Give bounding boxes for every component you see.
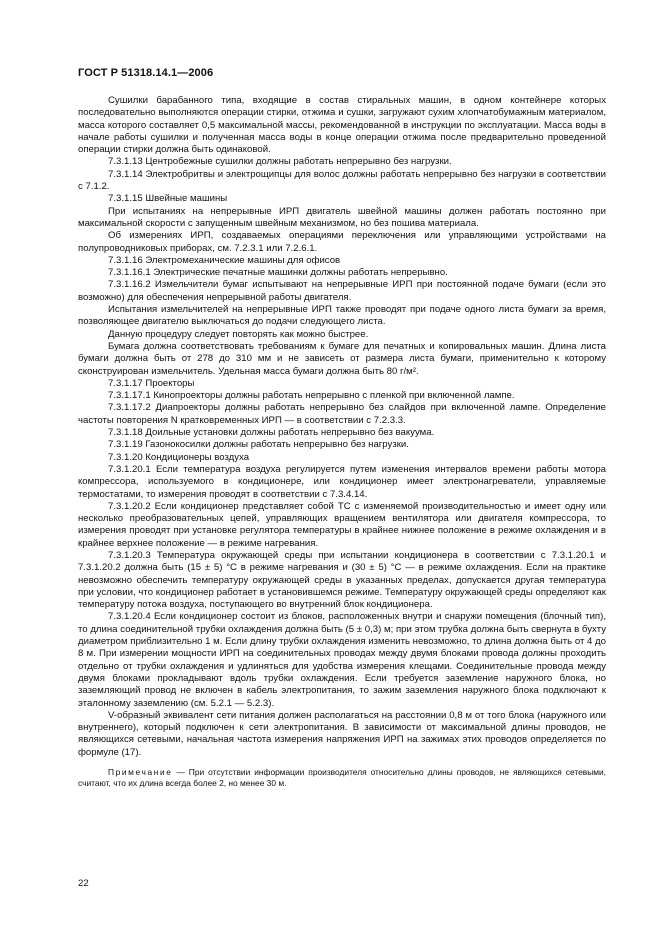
heading-7-3-1-15: 7.3.1.15 Швейные машины — [108, 193, 228, 205]
heading-7-3-1-20: 7.3.1.20 Кондиционеры воздуха — [108, 451, 250, 463]
page-number: 22 — [78, 878, 89, 889]
paragraph-sewing-test: При испытаниях на непрерывные ИРП двигатель швейной машины должен работать постоянно при максимальной скорости с запущенным швейным механизмом, но без пошива материала. — [78, 205, 606, 229]
document-header: ГОСТ Р 51318.14.1—2006 — [78, 67, 214, 79]
paragraph-7-3-1-17-2: 7.3.1.17.2 Диапроекторы должны работать непрерывно без слайдов при включенной лампе. Определение частоты повторения N кратковременных ИРП — в соответствии с 7.2.3.3. — [78, 402, 606, 426]
paragraph-7-3-1-20-2: 7.3.1.20.2 Если кондиционер представляет собой ТС с изменяемой производительностью и имеет одну или несколько преобразовательных цепей, управляющих вращением вентилятора или двигателя компрессора, то измерения проводят при установке регулятора температуры в крайнее нижнее положение в режиме охлаждения и в крайнее верхнее положение — в режиме нагревания. — [78, 500, 606, 549]
paragraph-7-3-1-19: 7.3.1.19 Газонокосилки должны работать непрерывно без нагрузки. — [108, 439, 409, 451]
paragraph-7-3-1-14: 7.3.1.14 Электробритвы и электрощипцы для волос должны работать непрерывно без нагрузки в соответствии с 7.1.2. — [78, 168, 606, 193]
note-paragraph — [78, 767, 606, 789]
paragraph-7-3-1-16-2: 7.3.1.16.2 Измельчители бумаг испытывают на непрерывные ИРП при постоянной подаче бумаги (если это возможно) для обеспечения непрерывной работы двигателя. — [78, 279, 606, 303]
paragraph-paper-requirements: Бумага должна соответствовать требованиям к бумаге для печатных и копировальных машин. Длина листа бумаги должна быть от 278 до 310 мм и не зависеть от размера листа бумаги, применительно к которому сконструирован измельчитель. Удельная масса бумаги должна быть 80 г/м². — [78, 340, 606, 377]
paragraph-7-3-1-20-1: 7.3.1.20.1 Если температура воздуха регулируется путем изменения интервалов времени работы мотора компрессора, используемого в кондиционере, или кондиционер имеет электронагреватели, управляемые термостатами, то измерения проводят в соответствии с 7.3.4.14. — [78, 463, 606, 500]
paragraph-drum-dryers: Сушилки барабанного типа, входящие в состав стиральных машин, в одном контейнере которых последовательно выполняются операции стирки, отжима и сушки, загружают сухим хлопчатобумажным материалом, масса которого составляет 0,5 максимальной массы, рекомендованной в инструкции по эксплуатации. Масса воды в начале работы сушилки и полученная масса воды в конце операции отжима после предварительно проведенной операции стирки должна быть одинаковой. — [78, 95, 606, 156]
paragraph-7-3-1-18: 7.3.1.18 Доильные установки должны работать непрерывно без вакуума. — [108, 427, 435, 439]
paragraph-shredder-single-sheet: Испытания измельчителей на непрерывные ИРП также проводят при подаче одного листа бумаги за время, позволяющее двигателю выключаться до подачи следующего листа. — [78, 304, 606, 328]
paragraph-7-3-1-20-3: 7.3.1.20.3 Температура окружающей среды при испытании кондиционера в соответствии с 7.3.1.20.1 и 7.3.1.20.2 должна быть (15 ± 5) °С в режиме нагревания и (30 ± 5) °С — в режиме охлаждения. Если на практике невозможно обеспечить температуру окружающей среды в указанных пределах, допускается другая температура при условии, что кондиционер работает в установившемся режиме. Температуру окружающей среды определяют как температуру потока воздуха, поступающего во внутренний блок кондиционера. — [78, 549, 606, 611]
paragraph-7-3-1-17-1: 7.3.1.17.1 Кинопроекторы должны работать непрерывно с пленкой при включенной лампе. — [108, 390, 515, 402]
heading-7-3-1-16: 7.3.1.16 Электромеханические машины для офисов — [108, 254, 341, 266]
paragraph-7-3-1-13: 7.3.1.13 Центробежные сушилки должны работать непрерывно без нагрузки. — [108, 156, 452, 168]
note-label: Примечание — [108, 767, 173, 778]
paragraph-7-3-1-20-4: 7.3.1.20.4 Если кондиционер состоит из блоков, расположенных внутри и снаружи помещения (блочный тип), то длина соединительной трубки охлаждения должна быть (5 ± 0,3) м; при этом трубка должна быть свернута в бухту диаметром приблизительно 1 м. Если длину трубки охлаждения изменить невозможно, то длина должна быть от 4 до 8 м. При измерении мощности ИРП на соединительных проводах между двумя блоками провода должны проходить отдельно от трубки охлаждения и удлиняться для удобства измерения клещами. Соединительные провода между двумя блоками прокладывают вдоль трубки охлаждения. Если требуется заземление наружного блока, но заземляющий провод не включен в кабель электропитания, то зажим заземления наружного блока подключают к эталонному заземлению (см. 5.2.1 — 5.2.3). — [78, 611, 606, 709]
paragraph-switching-reference: Об измерениях ИРП, создаваемых операциями переключения или управляющими устройствами на полупроводниковых приборах, см. 7.2.3.1 или 7.2.6.1. — [78, 230, 606, 254]
paragraph-v-network: V-образный эквивалент сети питания должен располагаться на расстоянии 0,8 м от того блока (наружного или внутреннего), который подключен к сети электропитания. В зависимости от максимальной длины проводов, не являющихся сетевыми, начальная частота измерения напряжения ИРП на зажимах этих проводов определяется по формуле (17). — [78, 709, 606, 758]
heading-7-3-1-17: 7.3.1.17 Проекторы — [108, 377, 195, 389]
paragraph-repeat-procedure: Данную процедуру следует повторять как можно быстрее. — [108, 328, 369, 340]
document-body — [78, 95, 606, 789]
note-text: — При отсутствии информации производителя относительно длины проводов, не являющихся сетевыми, считают, что их длина всегда более 2, но менее 30 м. — [78, 767, 606, 789]
paragraph-7-3-1-16-1: 7.3.1.16.1 Электрические печатные машинки должны работать непрерывно. — [108, 267, 448, 279]
